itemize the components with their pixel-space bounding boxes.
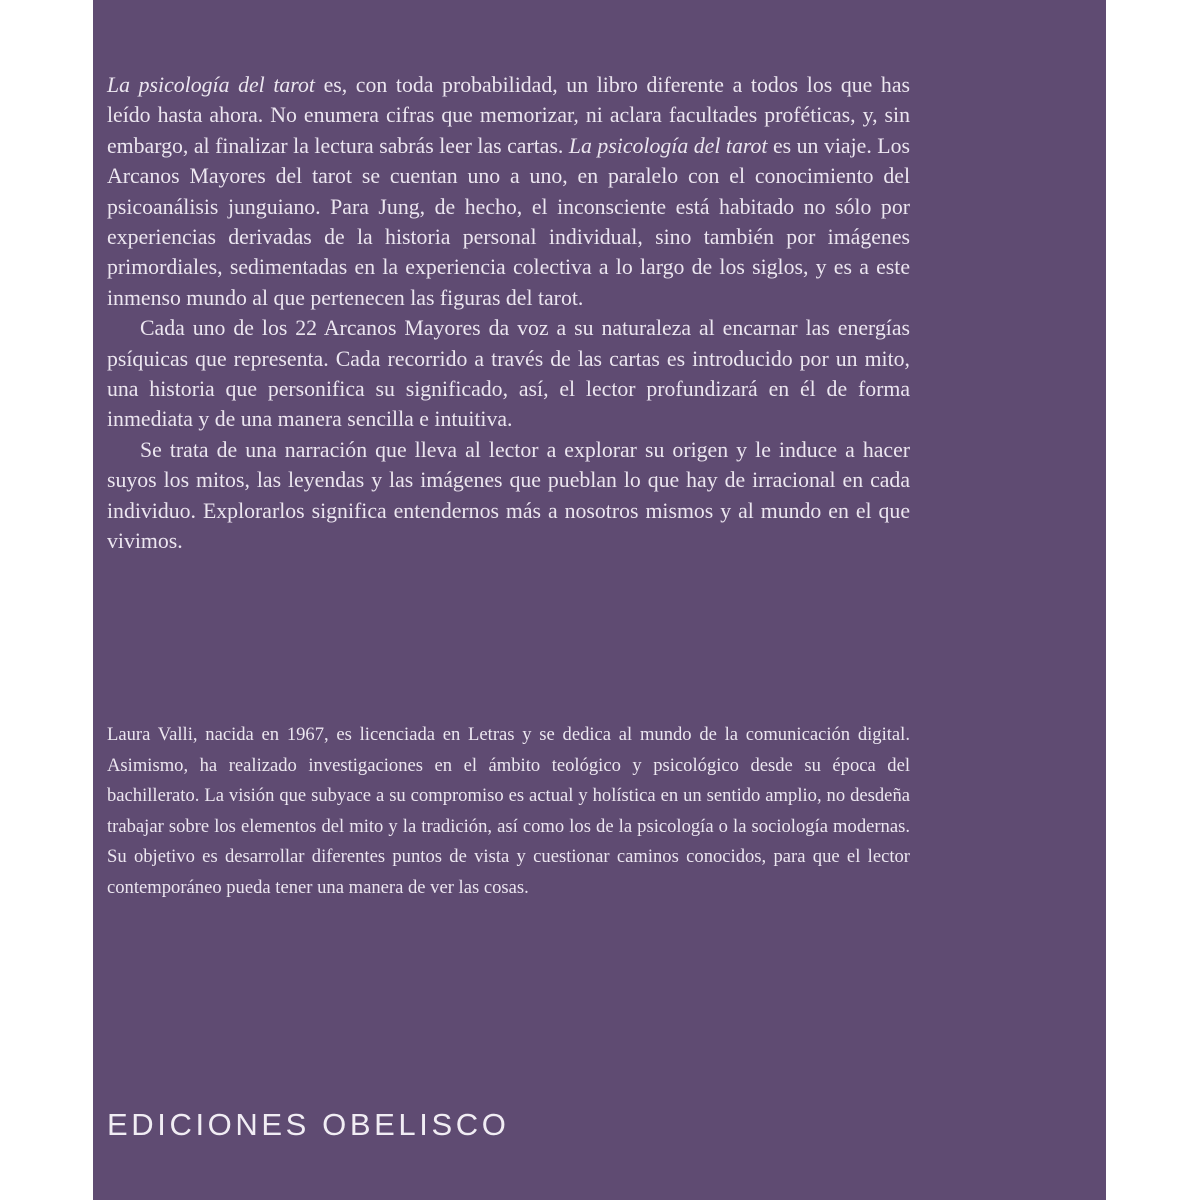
blurb-paragraph-1 [107,70,910,313]
blurb-text [107,70,910,557]
book-title: La psicología del tarot [568,133,768,158]
blurb-paragraph-3: Se trata de una narración que lleva al lector a explorar su origen y le induce a hacer suyos los mitos, las leyendas y las imágenes que pueblan lo que hay de irracional en cada individuo. Explorarlos significa entendernos más a nosotros mismos y al mundo en el que vivimos. [107,437,910,554]
blurb-paragraph-2: Cada uno de los 22 Arcanos Mayores da voz a su naturaleza al encarnar las energías psíquicas que representa. Cada recorrido a través de las cartas es introducido por un mito, una historia que personifica su significado, así, el lector profundizará en él de forma inmediata y de una manera sencilla e intuitiva. [107,316,910,432]
author-bio: Laura Valli, nacida en 1967, es licenciada en Letras y se dedica al mundo de la comunicación digital. Asimismo, ha realizado investigaciones en el ámbito teológico y psicológico desde su época del bachillerato. La visión que subyace a su compromiso es actual y holística en un sentido amplio, no desdeña trabajar sobre los elementos del mito y la tradición, así como los de la psicología o la sociología modernas. Su objetivo es desarrollar diferentes puntos de vista y cuestionar caminos conocidos, para que el lector contemporáneo pueda tener una manera de ver las cosas. [107,724,910,898]
book-title: La psicología del tarot [107,73,315,97]
publisher-name: EDICIONES OBELISCO [107,1107,510,1142]
blurb-paragraph-1-text-b: es un viaje. Los Arcanos Mayores del tarot se cuentan uno a uno, en paralelo con el conocimiento del psicoanálisis junguiano. Para Jung, de hecho, el inconsciente está habitado no sólo por experiencias derivadas de la historia personal individual, sino también por imágenes primordiales, sedimentadas en la experiencia colectiva a lo largo de los siglos, y es a este inmenso mundo al que pertenecen las figuras del tarot. [107,133,910,310]
blurb-paragraph-1-text-a: es, con toda probabilidad, un libro diferente a todos los que has leído hasta ahora. No enumera cifras que memorizar, ni aclara facultades proféticas, y, sin embargo, al finalizar la lectura sabrás leer las cartas. [107,73,910,158]
